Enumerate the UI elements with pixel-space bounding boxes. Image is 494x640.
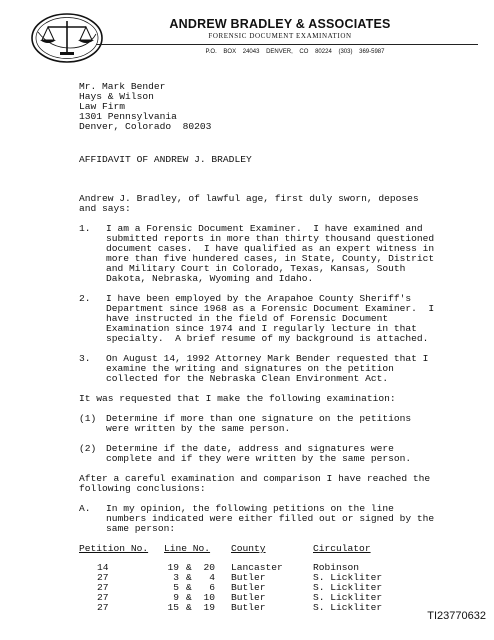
- exam-number: (2): [79, 443, 97, 454]
- request-line: It was requested that I make the following examination:: [79, 393, 396, 404]
- conclusion-line: same person:: [106, 523, 176, 534]
- cell-line-b: 10: [203, 592, 215, 603]
- recipient-line: Hays & Wilson: [79, 91, 154, 102]
- cell-circulator: S. Lickliter: [313, 582, 383, 593]
- header-county: County: [231, 543, 266, 554]
- cell-circulator: S. Lickliter: [313, 592, 383, 603]
- item-line: examine the writing and signatures on the petition: [106, 363, 394, 374]
- cell-amp: &: [186, 562, 192, 573]
- cell-circulator: S. Lickliter: [313, 602, 383, 613]
- item-line: Department since 1968 as a Forensic Document Examiner. I: [106, 303, 435, 314]
- cell-county: Butler: [231, 572, 266, 583]
- cell-amp: &: [186, 572, 192, 583]
- cell-county: Butler: [231, 592, 266, 603]
- cell-amp: &: [186, 602, 192, 613]
- cell-line-a: 15: [167, 602, 179, 613]
- cell-line-b: 20: [203, 562, 215, 573]
- conclusion-intro-line: following conclusions:: [79, 483, 206, 494]
- cell-amp: &: [186, 592, 192, 603]
- item-line: specialty. A brief resume of my background is attached.: [106, 333, 429, 344]
- cell-petition: 14: [97, 562, 109, 573]
- firm-subtitle: FORENSIC DOCUMENT EXAMINATION: [208, 32, 352, 40]
- item-line: Dakota, Nebraska, Wyoming and Idaho.: [106, 273, 314, 284]
- recipient-line: 1301 Pennsylvania: [79, 111, 177, 122]
- cell-petition: 27: [97, 592, 109, 603]
- item-line: more than five hundered cases, in State, County, District: [106, 253, 435, 264]
- cell-petition: 27: [97, 602, 109, 613]
- cell-county: Butler: [231, 602, 266, 613]
- exam-line: Determine if more than one signature on the petitions: [106, 413, 412, 424]
- intro-line: Andrew J. Bradley, of lawful age, first duly sworn, deposes: [79, 193, 419, 204]
- exam-line: were written by the same person.: [106, 423, 291, 434]
- affidavit-title: AFFIDAVIT OF ANDREW J. BRADLEY: [79, 154, 252, 165]
- item-line: submitted reports in more than thirty thousand questioned: [106, 233, 435, 244]
- cell-line-a: 9: [173, 592, 179, 603]
- cell-line-a: 3: [173, 572, 179, 583]
- item-line: document cases. I have qualified as an expert witness in: [106, 243, 435, 254]
- scales-of-justice-logo-icon: [30, 12, 104, 64]
- cell-line-b: 6: [209, 582, 215, 593]
- cell-petition: 27: [97, 582, 109, 593]
- document-id: TI23770632: [427, 610, 486, 622]
- cell-amp: &: [186, 582, 192, 593]
- cell-line-b: 4: [209, 572, 215, 583]
- item-line: I am a Forensic Document Examiner. I have examined and: [106, 223, 423, 234]
- conclusion-letter: A.: [79, 503, 91, 514]
- cell-petition: 27: [97, 572, 109, 583]
- firm-address: P.O. BOX 24043 DENVER, CO 80224 (303) 369-5987: [205, 49, 385, 55]
- conclusion-line: numbers indicated were either filled out or signed by the: [106, 513, 435, 524]
- exam-number: (1): [79, 413, 97, 424]
- item-line: and Military Court in Colorado, Texas, Kansas, South: [106, 263, 406, 274]
- recipient-line: Law Firm: [79, 101, 126, 112]
- header-circulator: Circulator: [313, 543, 371, 554]
- intro-line: and says:: [79, 203, 131, 214]
- cell-county: Lancaster: [231, 562, 283, 573]
- conclusion-intro-line: After a careful examination and comparison I have reached the: [79, 473, 431, 484]
- cell-line-a: 5: [173, 582, 179, 593]
- item-line: I have been employed by the Arapahoe County Sheriff's: [106, 293, 412, 304]
- header-line-no: Line No.: [164, 543, 211, 554]
- firm-name: ANDREW BRADLEY & ASSOCIATES: [169, 17, 391, 31]
- cell-line-b: 19: [203, 602, 215, 613]
- exam-line: Determine if the date, address and signatures were: [106, 443, 394, 454]
- cell-circulator: S. Lickliter: [313, 572, 383, 583]
- cell-county: Butler: [231, 582, 266, 593]
- item-number: 1.: [79, 223, 91, 234]
- cell-circulator: Robinson: [313, 562, 360, 573]
- item-number: 2.: [79, 293, 91, 304]
- cell-line-a: 19: [167, 562, 179, 573]
- letterhead-rule: [96, 44, 478, 45]
- item-line: collected for the Nebraska Clean Environment Act.: [106, 373, 389, 384]
- item-line: have instructed in the field of Forensic Document: [106, 313, 389, 324]
- item-line: Examination since 1974 and I regularly lecture in that: [106, 323, 417, 334]
- item-number: 3.: [79, 353, 91, 364]
- conclusion-line: In my opinion, the following petitions on the line: [106, 503, 394, 514]
- header-petition-no: Petition No.: [79, 543, 149, 554]
- exam-line: complete and if they were written by the same person.: [106, 453, 412, 464]
- recipient-line: Mr. Mark Bender: [79, 81, 166, 92]
- item-line: On August 14, 1992 Attorney Mark Bender requested that I: [106, 353, 429, 364]
- recipient-line: Denver, Colorado 80203: [79, 121, 212, 132]
